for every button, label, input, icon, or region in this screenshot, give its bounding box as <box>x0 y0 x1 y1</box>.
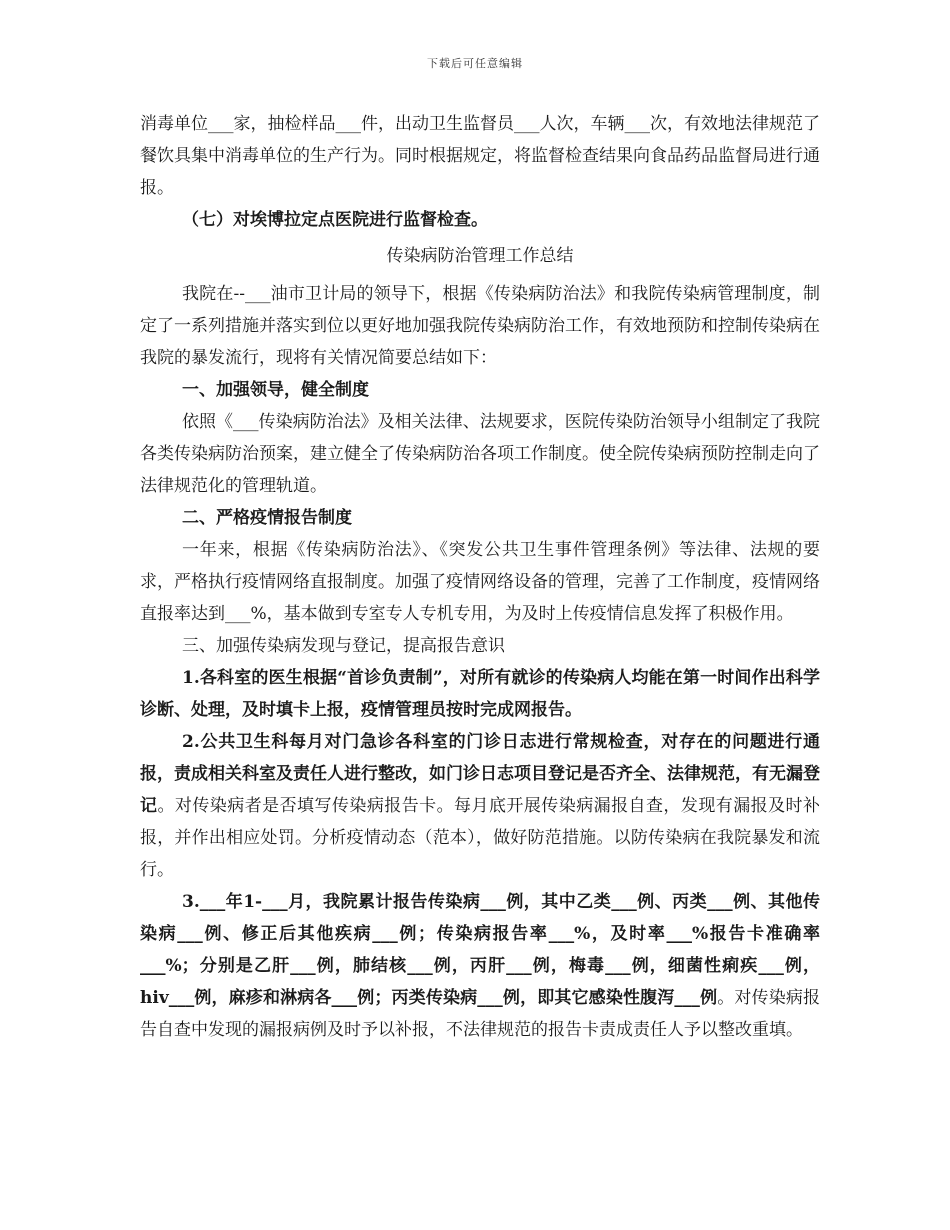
document-title: 传染病防治管理工作总结 <box>386 246 574 266</box>
list-item-2-normal: 。对传染病者是否填写传染病报告卡。每月底开展传染病漏报自查，发现有漏报及时补报，并作出相应处罚。分析疫情动态（范本），做好防范措施。以防传染病在我院暴发和流行。 <box>140 796 821 880</box>
paragraph-intro: 消毒单位___家，抽检样品___件，出动卫生监督员___人次，车辆___次，有效地法律规范了餐饮具集中消毒单位的生产行为。同时根据规定，将监督检查结果向食品药品监督局进行通报。 <box>140 114 820 198</box>
paragraph-leadership: 依照《___传染病防治法》及相关法律、法规要求，医院传染防治领导小组制定了我院各类传染病防治预案，建立健全了传染病防治各项工作制度。使全院传染病预防控制走向了法律规范化的管理轨道。 <box>140 412 820 496</box>
section-seven-heading: （七）对埃博拉定点医院进行监督检查。 <box>182 210 488 230</box>
list-item-2 <box>140 726 820 886</box>
list-item-3-bold: 3.___年1-___月，我院累计报告传染病___例，其中乙类___例、丙类___例、其他传染病___例、修正后其他疾病___例；传染病报告率___%，及时率___%报告卡准确率___%；分别是乙肝___例，肺结核___例，丙肝___例，梅毒___例，细菌性痢疾___例，hiv___例，麻疹和淋病各___例；丙类传染病___例，即其它感染性腹泻___例 <box>140 892 820 1008</box>
list-item-3 <box>140 886 820 1046</box>
document-body <box>140 108 820 1046</box>
heading-reporting-system: 二、严格疫情报告制度 <box>182 508 352 528</box>
list-item-3-normal: 。对传染病报告自查中发现的漏报病例及时予以补报，不法律规范的报告卡责成责任人予以整改重填。 <box>140 988 821 1040</box>
heading-detection: 三、加强传染病发现与登记，提高报告意识 <box>182 636 505 656</box>
paragraph-opening: 我院在--___油市卫计局的领导下，根据《传染病防治法》和我院传染病管理制度，制定了一系列措施并落实到位以更好地加强我院传染病防治工作，有效地预防和控制传染病在我院的暴发流行，现将有关情况简要总结如下： <box>140 284 820 368</box>
paragraph-reporting-system: 一年来，根据《传染病防治法》、《突发公共卫生事件管理条例》等法律、法规的要求，严格执行疫情网络直报制度。加强了疫情网络设备的管理，完善了工作制度，疫情网络直报率达到___%，基本做到专室专人专机专用，为及时上传疫情信息发挥了积极作用。 <box>140 540 820 624</box>
list-item-2-bold: 2.公共卫生科每月对门急诊各科室的门诊日志进行常规检查，对存在的问题进行通报，责成相关科室及责任人进行整改，如门诊日志项目登记是否齐全、法律规范，有无漏登记 <box>140 732 820 816</box>
list-item-1: 1.各科室的医生根据“首诊负责制”，对所有就诊的传染病人均能在第一时间作出科学诊断、处理，及时填卡上报，疫情管理员按时完成网报告。 <box>140 668 820 720</box>
page-header: 下载后可任意编辑 <box>427 57 523 70</box>
heading-leadership: 一、加强领导，健全制度 <box>182 380 369 400</box>
